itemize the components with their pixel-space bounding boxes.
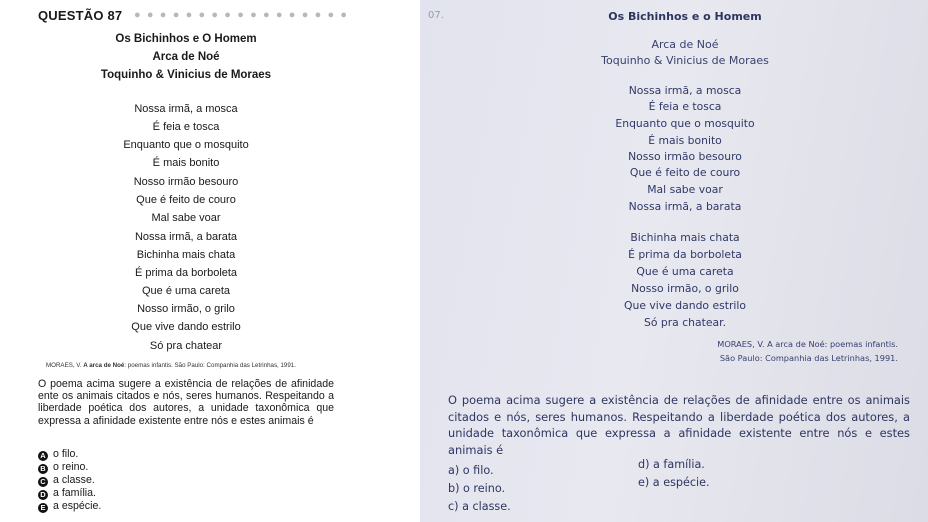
verse-line: Enquanto que o mosquito xyxy=(123,139,249,151)
option-letter-badge: A xyxy=(38,451,48,461)
right-panel-photo xyxy=(420,0,928,522)
verse-line: Que é uma careta xyxy=(141,285,231,297)
question-number: 07. xyxy=(428,10,444,21)
option-letter-badge: C xyxy=(38,477,48,487)
verse-line: Mal sabe voar xyxy=(647,183,723,196)
question-label: QUESTÃO 87 xyxy=(38,8,123,23)
verse-line: Bichinha mais chata xyxy=(630,231,740,244)
option-d[interactable]: d) a família. xyxy=(638,458,705,471)
poem-title: Os Bichinhos e O Homem xyxy=(115,33,257,45)
source-citation: MORAES, V. A arca de Noé: poemas infantis. São Paulo: Companhia das Letrinhas, 1991. xyxy=(46,362,296,369)
verse-line: Que vive dando estrilo xyxy=(623,299,747,312)
question-header xyxy=(38,8,349,24)
option-b[interactable]: b) o reino. xyxy=(448,482,506,495)
verse-line: Só pra chatear xyxy=(149,340,223,352)
poem-subtitle: Arca de Noé xyxy=(152,51,220,63)
verse-line: É prima da borboleta xyxy=(628,248,742,261)
verse-line: Bichinha mais chata xyxy=(136,249,236,261)
option-letter-badge: B xyxy=(38,464,48,474)
option-a[interactable]: A o filo. xyxy=(38,448,78,461)
option-letter-badge: D xyxy=(38,490,48,500)
option-c[interactable]: C a classe. xyxy=(38,474,95,487)
source-citation-line1: MORAES, V. A arca de Noé: poemas infantis. xyxy=(717,339,898,349)
source-citation-line2: São Paulo: Companhia das Letrinhas, 1991. xyxy=(719,353,898,363)
option-letter-badge: E xyxy=(38,503,48,513)
verse-line: Nossa irmã, a barata xyxy=(628,200,742,213)
option-e[interactable]: E a espécie. xyxy=(38,500,101,513)
verse-line: É mais bonito xyxy=(648,134,722,147)
poem-authors: Toquinho & Vinicius de Moraes xyxy=(601,54,769,67)
verse-line: É feia e tosca xyxy=(152,121,220,133)
verse-line: Mal sabe voar xyxy=(151,212,221,224)
verse-line: Só pra chatear. xyxy=(644,316,726,329)
verse-line: Nosso irmão besouro xyxy=(628,150,742,163)
option-c[interactable]: c) a classe. xyxy=(448,500,511,513)
poem-authors: Toquinho & Vinicius de Moraes xyxy=(100,69,272,81)
verse-line: Nossa irmã, a mosca xyxy=(628,84,742,97)
question-text: O poema acima sugere a existência de relações de afinidade entre os animais citados e nós, seres humanos. Respeitando a liberdade poética dos autores, a unidade taxonômica que expressa a afinidade existente entre nós e estes animais é xyxy=(448,393,910,457)
verse-line: Nosso irmão, o grilo xyxy=(631,282,739,295)
poem-subtitle: Arca de Noé xyxy=(651,38,719,51)
verse-line: Que vive dando estrilo xyxy=(131,321,241,333)
option-b[interactable]: B o reino. xyxy=(38,461,88,474)
verse-line: Enquanto que o mosquito xyxy=(615,117,755,130)
verse-line: Nossa irmã, a mosca xyxy=(134,103,238,115)
verse-line: É mais bonito xyxy=(152,157,220,169)
verse-line: Nossa irmã, a barata xyxy=(134,231,238,243)
verse-line: É prima da borboleta xyxy=(134,267,238,279)
question-text: O poema acima sugere a existência de relações de afinidade ente os animais citados e nós, seres humanos. Respeitando a liberdade poética dos autores, a unidade taxonômica que expressa a afinidade existente entre nós e estes animais é xyxy=(38,378,334,427)
dots-divider: ● ● ● ● ● ● ● ● ● ● ● ● ● ● ● ● ● xyxy=(134,9,349,21)
option-d[interactable]: D a família. xyxy=(38,487,96,500)
verse-line: Que é feito de couro xyxy=(136,194,236,206)
option-e[interactable]: e) a espécie. xyxy=(638,476,710,489)
verse-line: Nosso irmão, o grilo xyxy=(137,303,235,315)
verse-line: É feia e tosca xyxy=(648,100,722,113)
left-panel xyxy=(0,0,410,522)
verse-line: Que é uma careta xyxy=(636,265,734,278)
option-a[interactable]: a) o filo. xyxy=(448,464,494,477)
poem-title: Os Bichinhos e o Homem xyxy=(608,10,762,23)
verse-line: Nosso irmão besouro xyxy=(133,176,239,188)
verse-line: Que é feito de couro xyxy=(629,166,741,179)
